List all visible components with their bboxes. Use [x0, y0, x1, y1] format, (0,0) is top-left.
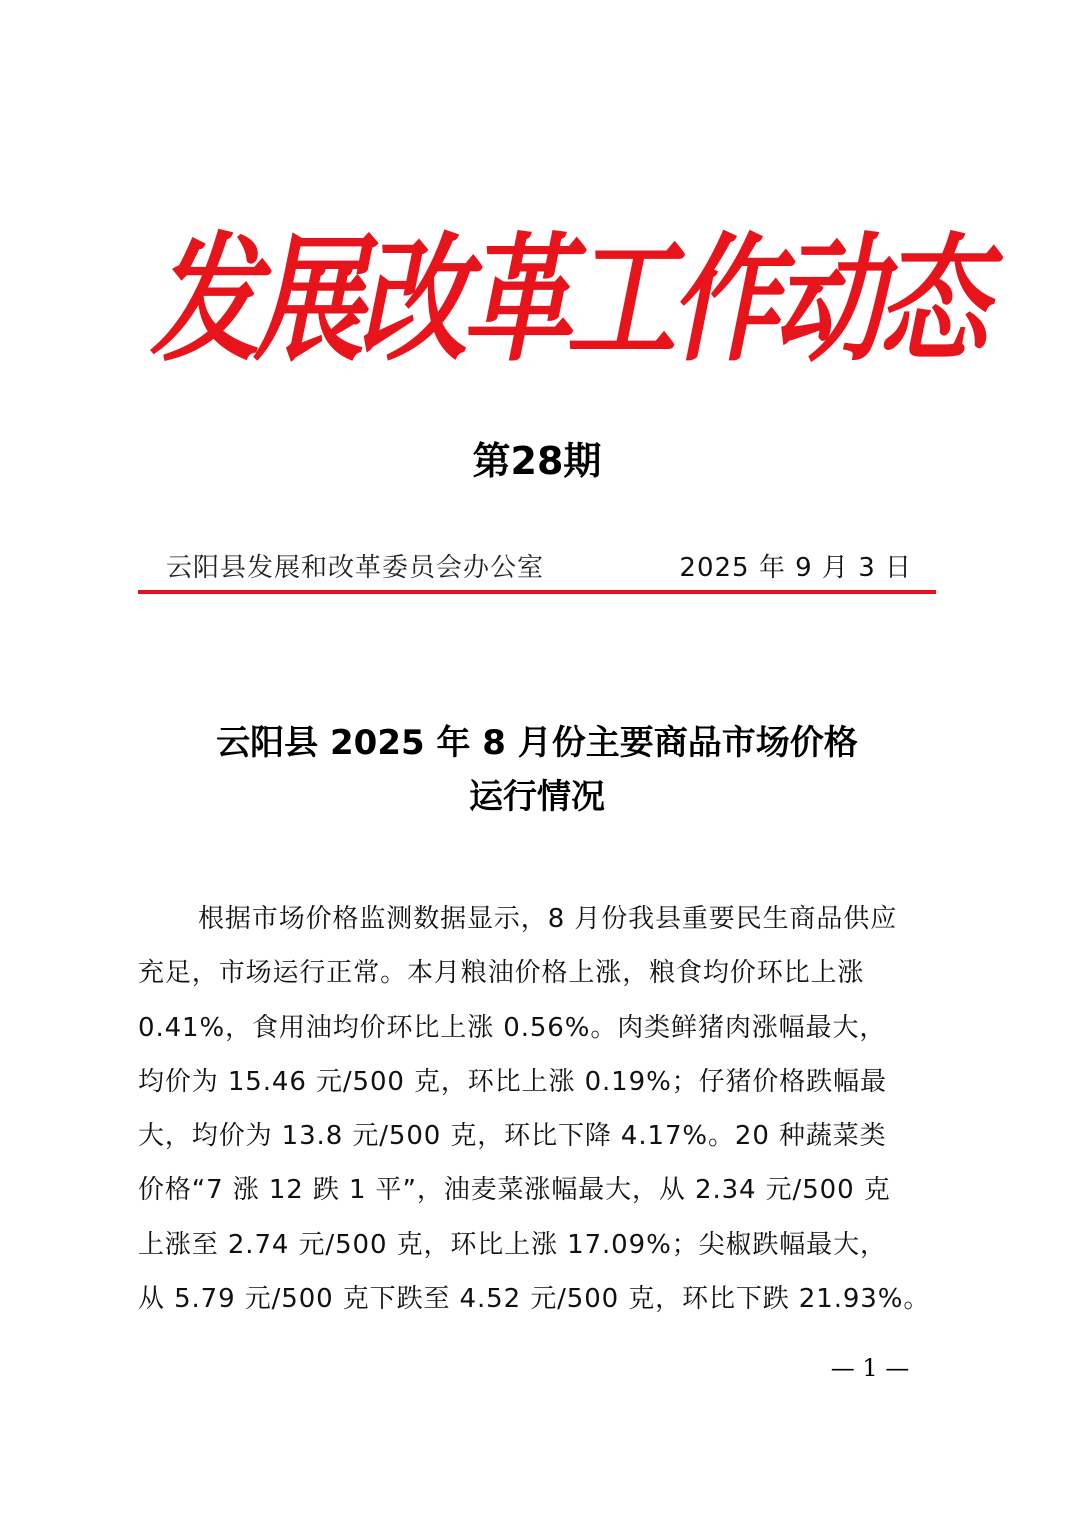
article-body [138, 892, 936, 1326]
article-title-line-1: 云阳县 2025 年 8 月份主要商品市场价格 [216, 723, 858, 763]
article-title [138, 716, 936, 824]
page-number: — 1 — [830, 1354, 910, 1382]
body-line: 0.41%，食用油均价环比上涨 0.56%。肉类鲜猪肉涨幅最大， [138, 1012, 887, 1043]
masthead-title: 发展改革工作动态 [150, 218, 982, 380]
body-line: 均价为 15.46 元/500 克，环比上涨 0.19%；仔猪价格跌幅最 [138, 1066, 887, 1097]
body-line: 从 5.79 元/500 克下跌至 4.52 元/500 克，环比下跌 21.93%。 [138, 1284, 931, 1315]
header-divider [138, 590, 936, 594]
document-header [138, 548, 934, 588]
body-line: 价格“7 涨 12 跌 1 平”，油麦菜涨幅最大，从 2.34 元/500 克 [138, 1175, 891, 1206]
body-line: 根据市场价格监测数据显示，8 月份我县重要民生商品供应 [198, 904, 898, 934]
issue-date: 2025 年 9 月 3 日 [679, 553, 912, 583]
article-title-line-2: 运行情况 [469, 777, 605, 817]
body-line: 充足，市场运行正常。本月粮油价格上涨，粮食均价环比上涨 [138, 958, 865, 989]
issue-number: 第28期 [472, 439, 602, 483]
issuing-office: 云阳县发展和改革委员会办公室 [166, 553, 545, 583]
body-line: 上涨至 2.74 元/500 克，环比上涨 17.09%；尖椒跌幅最大， [138, 1229, 887, 1260]
body-line: 大，均价为 13.8 元/500 克，环比下降 4.17%。20 种蔬菜类 [138, 1121, 887, 1152]
